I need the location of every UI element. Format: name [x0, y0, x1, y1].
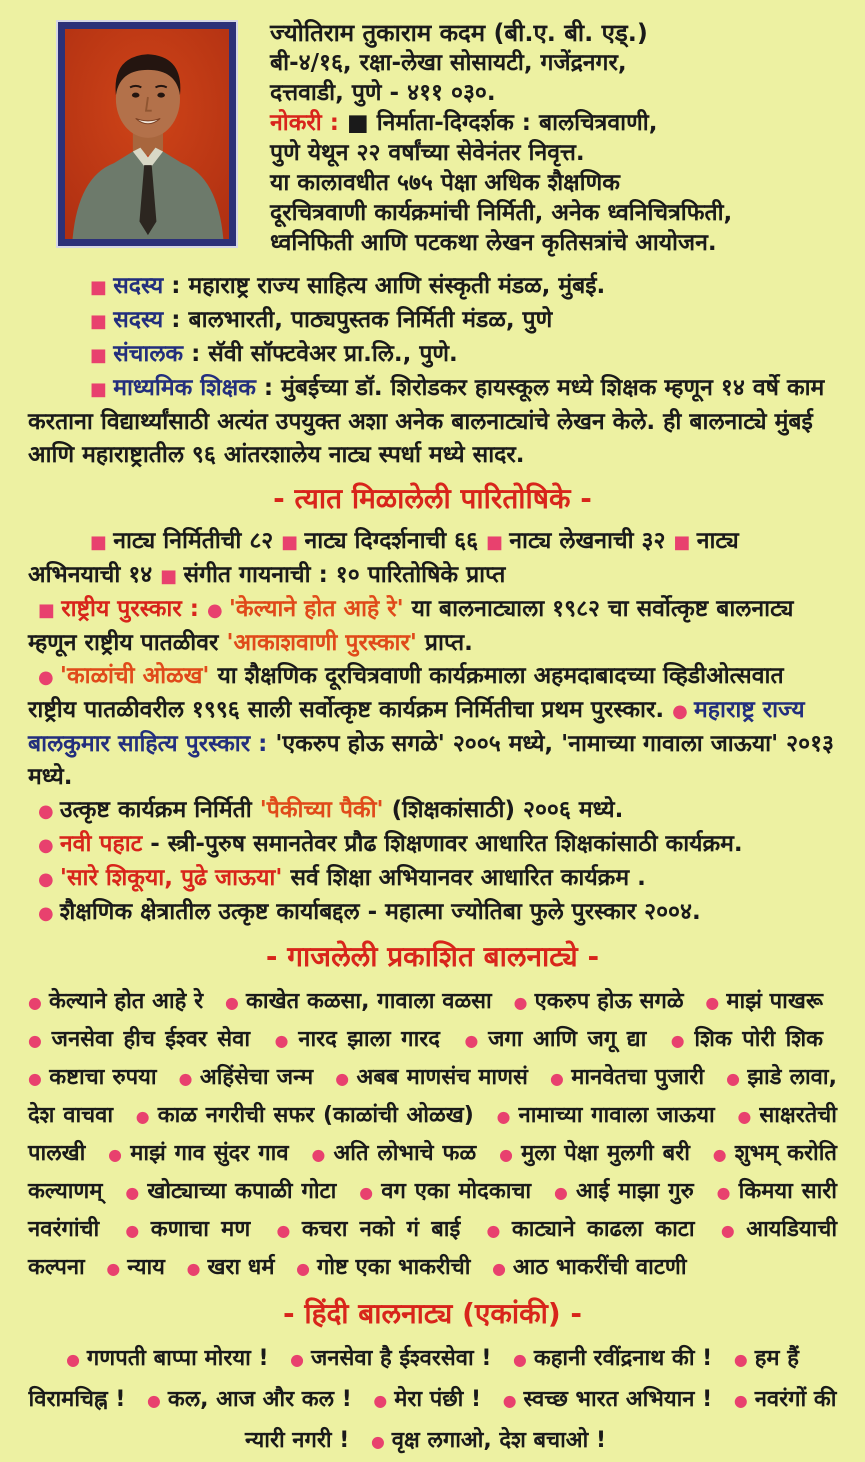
awards-section-heading: - त्यात मिळालेली पारितोषिके - [273, 482, 592, 515]
text-segment: : सॅवी सॉफ्टवेअर प्रा.लि., पुणे. [183, 341, 458, 367]
person-name: ज्योतिराम तुकाराम कदम (बी.ए. बी. एड्.) [270, 19, 648, 47]
play-title-text: अति लोभाचे फळ [333, 1140, 477, 1166]
award-item [28, 794, 837, 828]
play-title-text: वृक्ष लगाओ, देश बचाओ ! [391, 1428, 606, 1454]
play-title [28, 989, 203, 1014]
play-title-text: वग एका मोदकाचा [381, 1178, 532, 1204]
hindi-plays-section [28, 1296, 837, 1462]
bullet-dot-icon: ● [28, 992, 42, 1012]
play-title-text: आयडियाची कल्पना [28, 1216, 838, 1280]
play-title [290, 1346, 491, 1371]
play-title [108, 1141, 288, 1166]
text-segment: - स्त्री-पुरुष समानतेवर प्रौढ शिक्षणावर आधारित शिक्षकांसाठी कार्यक्रम. [142, 830, 743, 857]
text-segment: या शैक्षणिक दूरचित्रवाणी कार्यक्रमाला अहमदाबादच्या व्हिडीओत्सवात राष्ट्रीय पातळीवरील १९९६ साली सर्वोत्कृष्ट कार्यक्रम निर्मितीचा प्रथम पुरस्कार. [28, 662, 784, 723]
play-title-text: काळ नगरीची सफर (काळांची ओळख) [157, 1102, 474, 1128]
play-title [296, 1255, 470, 1280]
play-title-text: स्वच्छ भारत अभियान ! [523, 1387, 713, 1413]
play-title [464, 1027, 646, 1052]
play-title-text: जगा आणि जगू द्या [488, 1026, 647, 1052]
text-segment: नवी पहाट [59, 830, 143, 857]
address-line: दत्तवाडी, पुणे - ४११ ०३०. [270, 80, 496, 106]
bullet-dot-icon: ● [28, 1030, 45, 1050]
play-title [503, 1387, 712, 1412]
bullet-dot-icon: ● [502, 1391, 517, 1411]
bullet-dot-icon: ● [106, 1258, 121, 1278]
play-title [554, 1179, 694, 1204]
header-text-block [270, 18, 837, 258]
text-segment: नाट्य लेखनाची ३२ [509, 527, 674, 554]
bullet-icon: ● [38, 800, 60, 822]
bullet-dot-icon: ● [125, 1220, 144, 1240]
bullet-icon: ● [206, 599, 229, 621]
play-title-text: कष्टाचा रुपया [49, 1064, 157, 1090]
play-title-text: जनसेवा है ईश्वरसेवा ! [310, 1346, 492, 1372]
bullet-dot-icon: ● [186, 1258, 201, 1278]
bullet-dot-icon: ● [716, 1182, 732, 1202]
awards-section [28, 484, 837, 930]
bullet-dot-icon: ● [147, 1391, 161, 1411]
play-title [106, 1255, 165, 1280]
text-segment: संचालक [113, 341, 184, 367]
play-title-text: मानवेतचा पुजारी [571, 1064, 705, 1090]
text-segment: या बालनाट्याला १९८२ चा सर्वोत्कृष्ट बालनाट्य म्हणून राष्ट्रीय पातळीवर [28, 595, 794, 656]
play-title-text: कल, आज और कल ! [167, 1387, 352, 1413]
bullet-icon: ● [38, 834, 60, 856]
play-title-text: खोट्याच्या कपाळी गोटा [147, 1178, 337, 1204]
bullet-icon: ● [38, 902, 60, 924]
text-segment: सदस्य [113, 307, 164, 333]
bullet-dot-icon: ● [296, 1258, 310, 1278]
text-segment: 'सारे शिकूया, पुढे जाऊया' [59, 864, 283, 891]
portrait-photo [58, 22, 236, 246]
role-item [28, 372, 837, 472]
text-segment: 'पैकीच्या पैकी' [259, 796, 384, 823]
bullet-dot-icon: ● [373, 1391, 388, 1411]
role-item [28, 304, 837, 338]
play-title-text: केल्याने होत आहे रे [48, 988, 204, 1014]
bullet-dot-icon: ● [66, 1350, 80, 1370]
play-title [28, 1027, 250, 1052]
play-title-text: कचरा नको गं बाई [301, 1216, 461, 1242]
bullet-dot-icon: ● [464, 1030, 482, 1050]
text-segment: सदस्य [113, 273, 164, 299]
play-title-text: कणाचा मण [150, 1216, 251, 1242]
text-segment: : मुंबईच्या डॉ. शिरोडकर हायस्कूल मध्ये शिक्षक म्हणून १४ वर्षे काम करताना विद्यार्थ्यांसाठी अत्यंत उपयुक्त अशा अनेक बालनाट्यांचे लेखन केले. ही बालनाट्ये मुंबई आणि महाराष्ट्रातील ९६ आंतरशालेय नाट्य स्पर्धा मध्ये सादर. [28, 375, 825, 468]
play-title [487, 1217, 695, 1242]
play-title-text: अबब माणसंच माणसं [356, 1064, 528, 1090]
play-title-text: आठ भाकरींची वाटणी [512, 1254, 687, 1280]
play-title [335, 1065, 528, 1090]
marathi-plays-section [28, 939, 838, 1287]
career-line: दूरचित्रवाणी कार्यक्रमांची निर्मिती, अनेक ध्वनिचित्रफिती, [270, 200, 733, 226]
career-line: ध्वनिफिती आणि पटकथा लेखन कृतिसत्रांचे आयोजन. [270, 230, 717, 256]
awards-counts-line [28, 525, 837, 593]
bullet-icon: ● [672, 700, 695, 722]
hindi-plays-list [28, 1339, 837, 1462]
bullet-dot-icon: ● [274, 1030, 292, 1050]
play-title-text: अहिंसेचा जन्म [199, 1064, 314, 1090]
play-title [371, 1428, 606, 1453]
marathi-plays-heading: - गाजलेली प्रकाशित बालनाट्ये - [265, 939, 600, 973]
bullet-dot-icon: ● [737, 1106, 753, 1126]
play-title [136, 1103, 474, 1128]
play-title [276, 1217, 460, 1242]
play-title [28, 1065, 157, 1090]
bullet-dot-icon: ● [225, 992, 239, 1012]
text-segment: : महाराष्ट्र राज्य साहित्य आणि संस्कृती मंडळ, मुंबई. [163, 273, 606, 299]
bullet-dot-icon: ● [496, 1106, 512, 1126]
bullet-dot-icon: ● [712, 1144, 728, 1164]
play-title-text: जनसेवा हीच ईश्वर सेवा [51, 1026, 251, 1052]
play-title [125, 1217, 250, 1242]
text-segment: नाट्य दिग्दर्शनाची ६६ [304, 527, 487, 554]
bullet-icon: ■ [90, 345, 114, 366]
bullet-dot-icon: ● [733, 1350, 748, 1370]
play-title-text: हम हैं विरामचिह्न ! [28, 1346, 799, 1413]
play-title-text: खरा धर्म [207, 1254, 275, 1280]
bullet-icon: ■ [90, 311, 114, 332]
bullet-dot-icon: ● [513, 992, 528, 1012]
header-section [28, 18, 837, 258]
bullet-dot-icon: ● [670, 1030, 688, 1050]
text-segment: माध्यमिक शिक्षक [113, 375, 256, 401]
play-title [705, 989, 823, 1014]
play-title [671, 1027, 823, 1052]
play-title [497, 1103, 715, 1128]
bullet-icon: ● [38, 666, 60, 688]
play-title-text: न्याय [127, 1254, 165, 1280]
play-title-text: गणपती बाप्पा मोरया ! [86, 1346, 269, 1372]
text-segment: निर्माता-दिग्दर्शक : बालचित्रवाणी, [376, 110, 658, 136]
play-title-text: आई माझा गुरु [576, 1178, 694, 1204]
text-segment: प्राप्त. [416, 629, 473, 656]
play-title-text: माझं गाव सुंदर गाव [130, 1140, 289, 1166]
play-title-text: मुला पेक्षा मुलगी बरी [521, 1140, 690, 1166]
roles-section [28, 270, 837, 472]
bullet-dot-icon: ● [125, 1182, 141, 1202]
bullet-icon: ● [38, 868, 60, 890]
play-title [514, 989, 684, 1014]
play-title [147, 1387, 352, 1412]
bullet-dot-icon: ● [720, 1220, 740, 1240]
award-item [28, 862, 837, 896]
career-line: पुणे येथून २२ वर्षांच्या सेवेनंतर निवृत्त. [270, 140, 585, 166]
play-title-text: शिक पोरी शिक [694, 1026, 824, 1052]
bullet-dot-icon: ● [733, 1391, 748, 1411]
play-title [499, 1141, 690, 1166]
bullet-dot-icon: ● [705, 992, 720, 1012]
award-item [28, 828, 837, 862]
bullet-icon: ■ [90, 531, 114, 553]
play-title-text: नारद झाला गारद [298, 1026, 440, 1052]
play-title [179, 1065, 314, 1090]
bullet-dot-icon: ● [550, 1068, 565, 1088]
play-title-text: एकरुप होऊ सगळे [534, 988, 684, 1014]
play-title-text: नामाच्या गावाला जाऊया [518, 1102, 715, 1128]
text-segment: 'केल्याने होत आहे रे' [228, 595, 404, 622]
career-line: या कालावधीत ५७५ पेक्षा अधिक शैक्षणिक [270, 170, 620, 196]
play-title [125, 1179, 336, 1204]
bullet-dot-icon: ● [359, 1182, 375, 1202]
text-segment: शैक्षणिक क्षेत्रातील उत्कृष्ट कार्याबद्दल - महात्मा ज्योतिबा फुले पुरस्कार २००४. [59, 898, 701, 925]
text-segment: (शिक्षकांसाठी) २००६ मध्ये. [383, 796, 624, 823]
bullet-icon: ■ [38, 599, 62, 621]
bullet-dot-icon: ● [290, 1350, 304, 1370]
role-item [28, 270, 837, 304]
play-title [225, 989, 492, 1014]
play-title [359, 1179, 531, 1204]
play-title [187, 1255, 275, 1280]
text-segment: 'एकरुप होऊ सगळे' २००५ मध्ये, 'नामाच्या गावाला जाऊया' २०१३ मध्ये. [28, 730, 835, 790]
bullet-dot-icon: ● [311, 1144, 327, 1164]
play-title-text: झाडे लावा, देश वाचवा [28, 1064, 837, 1128]
marathi-plays-list [28, 983, 837, 1287]
text-segment: नाट्य निर्मितीची ८२ [113, 527, 282, 554]
text-segment: 'आकाशवाणी पुरस्कार' [226, 629, 417, 656]
bullet-dot-icon: ● [554, 1182, 570, 1202]
bullet-dot-icon: ● [135, 1106, 151, 1126]
bullet-icon: ■ [281, 531, 305, 553]
play-title [311, 1141, 476, 1166]
hindi-plays-heading: - हिंदी बालनाट्य (एकांकी) - [282, 1296, 583, 1330]
play-title-text: किमया सारी नवरंगांची [28, 1178, 837, 1242]
text-segment: नाट्य अभिनयाची १४ [28, 527, 739, 588]
text-segment: सर्व शिक्षा अभियानवर आधारित कार्यक्रम . [282, 864, 646, 891]
bullet-dot-icon: ● [492, 1258, 506, 1278]
role-item [28, 338, 837, 372]
play-title-text: मेरा पंछी ! [394, 1387, 482, 1413]
play-title-text: कहानी रवींद्रनाथ की ! [533, 1346, 713, 1372]
play-title-text: माझं पाखरू [726, 988, 823, 1014]
bullet-dot-icon: ● [335, 1068, 350, 1088]
play-title-text: गोष्ट एका भाकरीची [316, 1254, 471, 1280]
play-title-text: शुभम् करोति कल्याणम् [28, 1140, 837, 1204]
award-item [28, 593, 837, 660]
award-item [28, 896, 837, 930]
bullet-dot-icon: ● [108, 1144, 124, 1164]
play-title-text: साक्षरतेची पालखी [28, 1102, 837, 1166]
portrait-illustration [65, 29, 229, 239]
bullet-dot-icon: ● [513, 1350, 527, 1370]
play-title [66, 1346, 268, 1371]
bullet-icon: ■ [673, 531, 697, 553]
address-line: बी-४/१६, रक्षा-लेखा सोसायटी, गजेंद्रनगर, [270, 50, 627, 76]
play-title [492, 1255, 686, 1280]
play-title [513, 1346, 712, 1371]
bullet-icon: ■ [160, 565, 184, 587]
play-title-text: काट्याने काढला काटा [511, 1216, 695, 1242]
bullet-dot-icon: ● [726, 1068, 741, 1088]
text-segment: महाराष्ट्र राज्य बालकुमार साहित्य पुरस्कार : [28, 696, 805, 757]
text-segment: उत्कृष्ट कार्यक्रम निर्मिती [59, 796, 260, 823]
play-title-text: नवरंगों की न्यारी नगरी ! [245, 1387, 837, 1454]
bullet-dot-icon: ● [276, 1220, 295, 1240]
text-segment: राष्ट्रीय पुरस्कार : [61, 595, 207, 622]
bullet-icon: ■ [90, 277, 114, 298]
play-title-text: काखेत कळसा, गावाला वळसा [245, 988, 492, 1014]
job-line [270, 108, 837, 138]
bullet-dot-icon: ● [28, 1068, 43, 1088]
text-segment: : बालभारती, पाठ्यपुस्तक निर्मिती मंडळ, पुणे [163, 307, 553, 333]
bullet-dot-icon: ● [486, 1220, 505, 1240]
text-segment: संगीत गायनाची : १० पारितोषिके प्राप्त [183, 561, 506, 588]
text-segment: नोकरी : [270, 110, 347, 136]
play-title [373, 1387, 481, 1412]
play-title [275, 1027, 440, 1052]
play-title [550, 1065, 704, 1090]
bullet-icon: ■ [486, 531, 510, 553]
bullet-dot-icon: ● [178, 1068, 193, 1088]
bullet-dot-icon: ● [499, 1144, 515, 1164]
text-segment: ■ [346, 110, 377, 136]
award-item [28, 660, 837, 794]
bullet-dot-icon: ● [370, 1432, 385, 1452]
text-segment: 'काळांची ओळख' [59, 662, 210, 689]
bullet-icon: ■ [90, 379, 114, 400]
